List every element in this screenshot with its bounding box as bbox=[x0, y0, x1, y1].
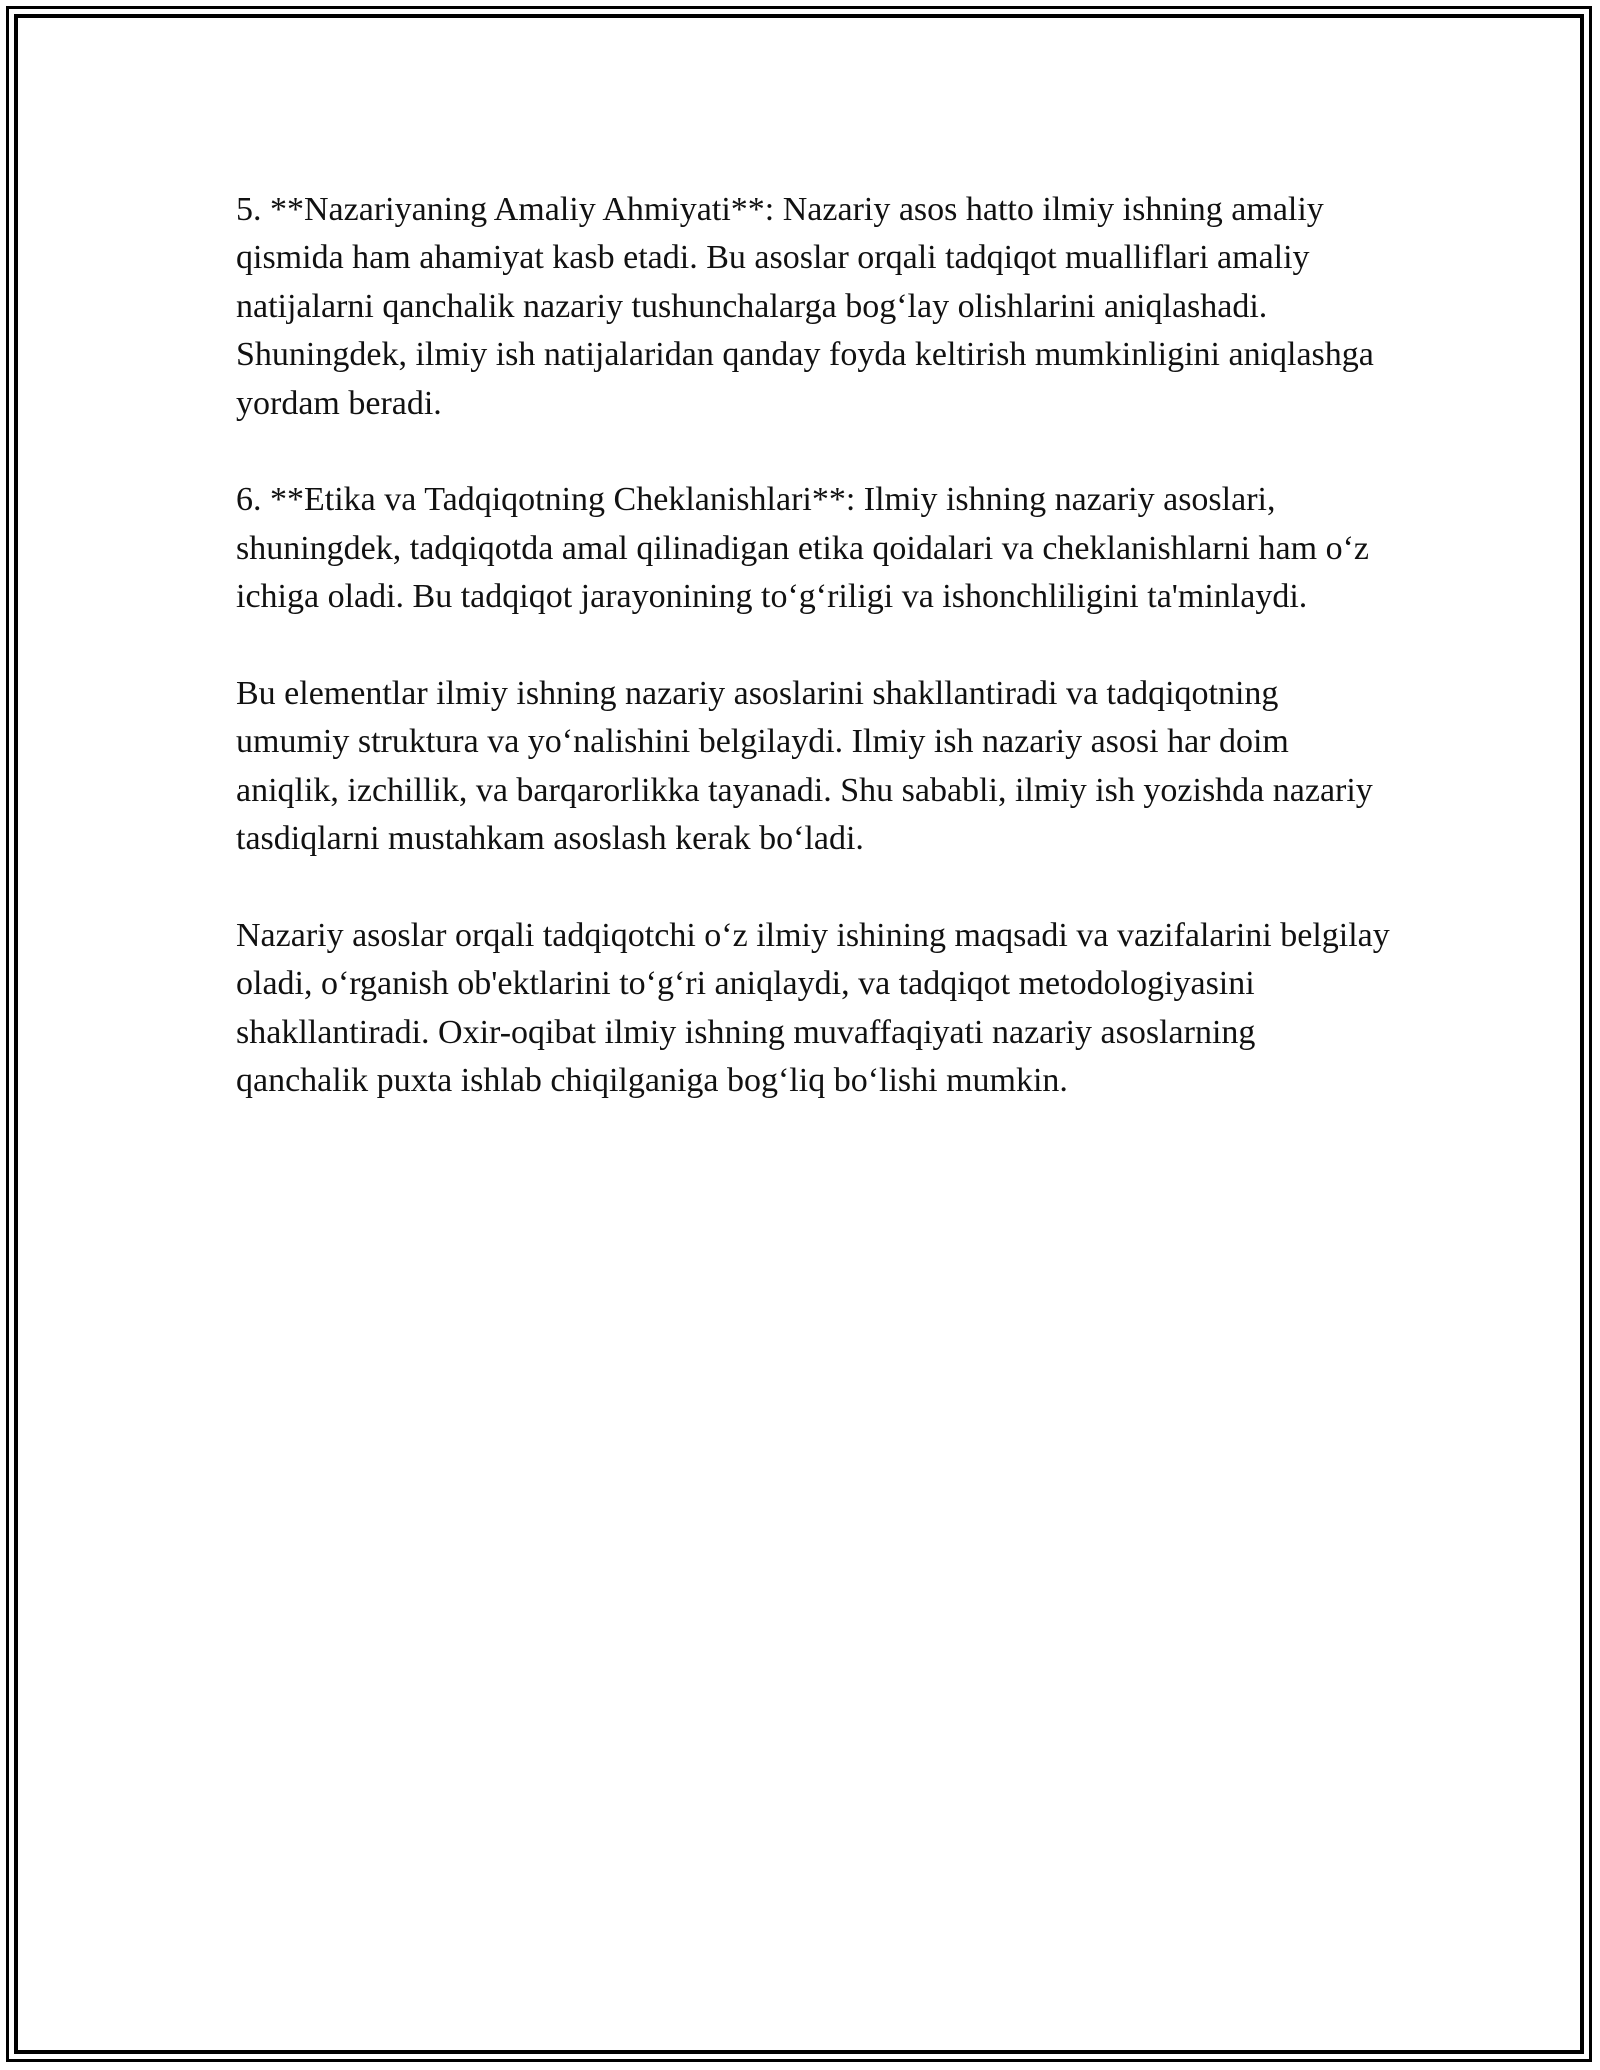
paragraph-conclusion: Nazariy asoslar orqali tadqiqotchi o‘z ilmiy ishining maqsadi va vazifalarini belgilay oladi, o‘rganish ob'ektlarini to‘g‘ri aniqlaydi, va tadqiqot metodologiyasini shakllantiradi. Oxir-oqibat ilmiy ishning muvaffaqiyati nazariy asoslarning qanchalik puxta ishlab chiqilganiga bog‘liq bo‘lishi mumkin. bbox=[236, 917, 1390, 1100]
paragraph-practical-significance: 5. **Nazariyaning Amaliy Ahmiyati**: Nazariy asos hatto ilmiy ishning amaliy qismida ham ahamiyat kasb etadi. Bu asoslar orqali tadqiqot mualliflari amaliy natijalarni qanchalik nazariy tushunchalarga bog‘lay olishlarini aniqlashadi. Shuningdek, ilmiy ish natijalaridan qanday foyda keltirish mumkinligini aniqlashga yordam beradi. bbox=[236, 191, 1374, 422]
document-body bbox=[236, 186, 1396, 1154]
paragraph-ethics-limitations: 6. **Etika va Tadqiqotning Cheklanishlari**: Ilmiy ishning nazariy asoslari, shuningdek, tadqiqotda amal qilinadigan etika qoidalari va cheklanishlarni ham o‘z ichiga oladi. Bu tadqiqot jarayonining to‘g‘riligi va ishonchliligini ta'minlaydi. bbox=[236, 481, 1369, 616]
paragraph-elements-summary: Bu elementlar ilmiy ishning nazariy asoslarini shakllantiradi va tadqiqotning umumiy struktura va yo‘nalishini belgilaydi. Ilmiy ish nazariy asosi har doim aniqlik, izchillik, va barqarorlikka tayanadi. Shu sababli, ilmiy ish yozishda nazariy tasdiqlarni mustahkam asoslash kerak bo‘ladi. bbox=[236, 675, 1373, 858]
